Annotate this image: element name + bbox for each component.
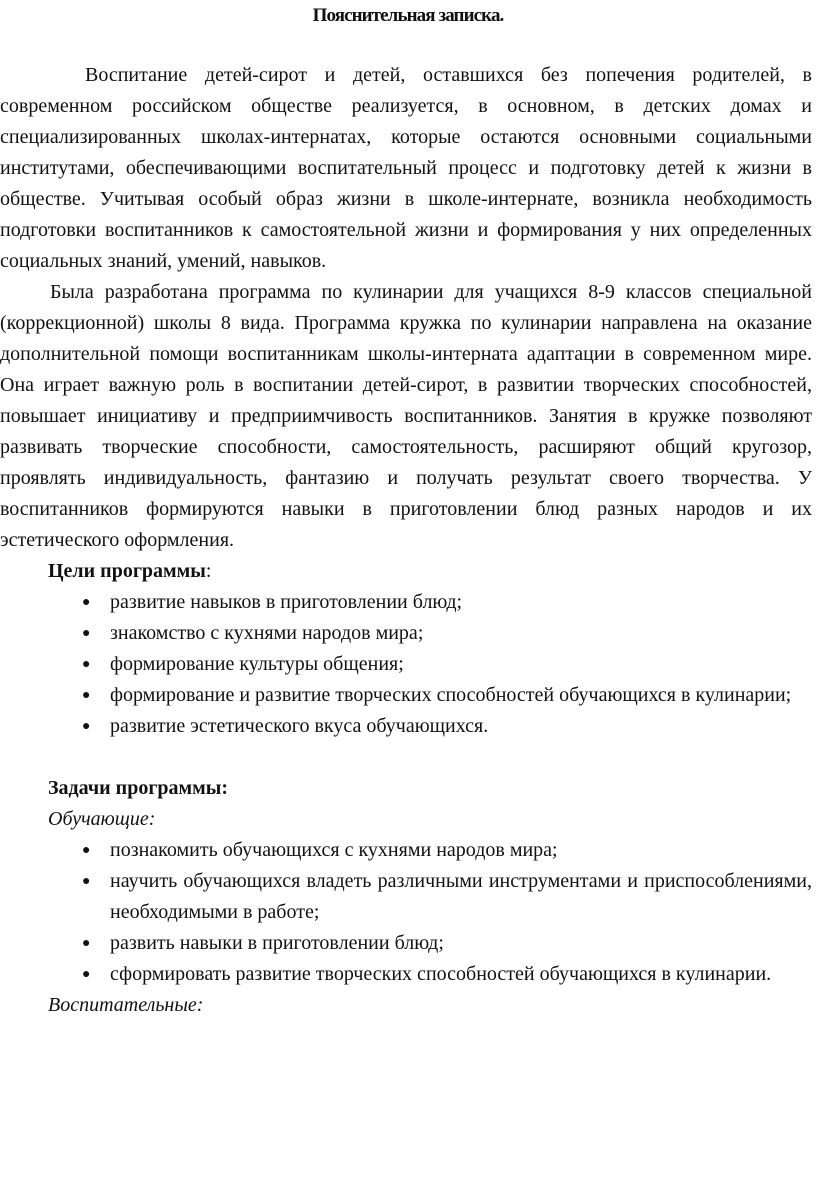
goals-heading-line [0,556,812,587]
document-title: Пояснительная записка. [312,5,504,26]
tasks-heading-line [0,773,812,804]
goals-heading: Цели программы [48,560,206,582]
task-text: познакомить обучающихся с кухнями народов мира; [110,839,558,861]
list-item [0,618,812,649]
bullet-icon: ● [82,688,91,703]
bullet-icon: ● [82,843,91,858]
task-text: развить навыки в приготовлении блюд; [110,932,444,954]
intro-paragraph: Воспитание детей-сирот и детей, оставшихся без попечения родителей, в современном российском обществе реализуется, в основном, в детских домах и специализированных школах-интернатах, которые остаются основными социальными институтами, обеспечивающими воспитательный процесс и подготовку детей к жизни в обществе. Учитывая особый образ жизни в школе-интернате, возникла необходимость подготовки воспитанников к самостоятельной жизни и формирования у них определенных социальных знаний, умений, навыков. [0,64,812,272]
section-spacer [0,742,812,773]
goal-text: формирование и развитие творческих способностей обучающихся в кулинарии; [110,684,792,706]
goal-text: развитие навыков в приготовлении блюд; [110,591,463,613]
list-item [0,866,812,928]
task-text: научить обучающихся владеть различными инструментами и приспособлениями, необходимыми в работе; [110,870,812,923]
list-item [0,587,812,618]
goals-heading-colon: : [205,560,212,582]
list-item [0,649,812,680]
bullet-icon: ● [82,626,91,641]
tasks-heading: Задачи программы: [48,777,229,799]
bullet-icon: ● [82,874,91,889]
bullet-icon: ● [82,967,91,982]
list-item [0,711,812,742]
teaching-tasks-list [0,835,812,990]
bullet-icon: ● [82,595,91,610]
bullet-icon: ● [82,719,91,734]
list-item [0,959,812,990]
list-item [0,680,812,711]
document-body [0,60,812,1021]
program-paragraph: Была разработана программа по кулинарии для учащихся 8-9 классов специальной (коррекционной) школы 8 вида. Программа кружка по кулинарии направлена на оказание дополнительной помощи воспитанникам школы-интерната адаптации в современном мире. Она играет важную роль в воспитании детей-сирот, в развитии творческих способностей, повышает инициативу и предприимчивость воспитанников. Занятия в кружке позволяют развивать творческие способности, самостоятельность, расширяют общий кругозор, проявлять индивидуальность, фантазию и получать результат своего творчества. У воспитанников формируются навыки в приготовлении блюд разных народов и их эстетического оформления. [0,281,812,551]
bullet-icon: ● [82,936,91,951]
list-item [0,928,812,959]
bullet-icon: ● [82,657,91,672]
upbringing-label: Воспитательные: [48,994,204,1016]
goal-text: формирование культуры общения; [110,653,404,675]
teaching-label: Обучающие: [48,808,156,830]
goals-list [0,587,812,742]
list-item [0,835,812,866]
task-text: сформировать развитие творческих способностей обучающихся в кулинарии. [110,963,772,985]
goal-text: развитие эстетического вкуса обучающихся. [110,715,489,737]
goal-text: знакомство с кухнями народов мира; [110,622,424,644]
